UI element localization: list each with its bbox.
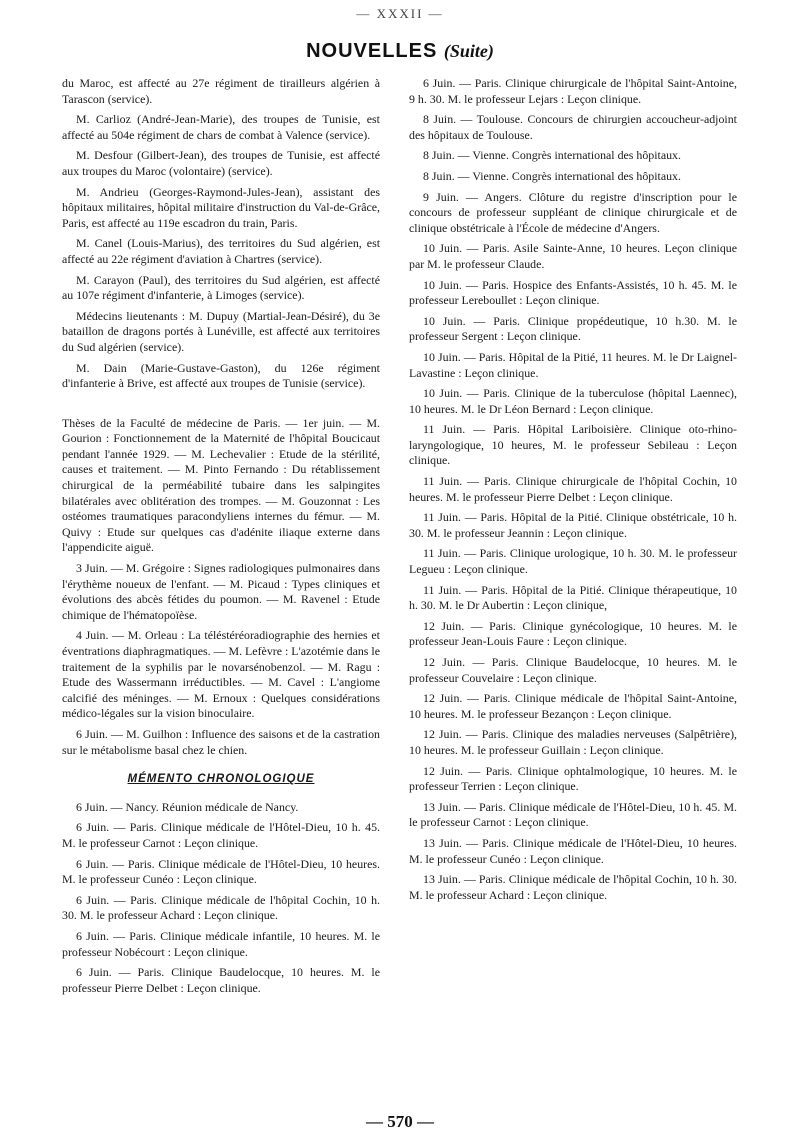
memento-entry: 10 Juin. — Paris. Hôpital de la Pitié, 11 heures. M. le Dr Laignel-Lavastine : Leçon clinique. bbox=[409, 349, 737, 380]
theses-paragraph: 6 Juin. — M. Guilhon : Influence des saisons et de la castration sur le métabolisme basal chez le chien. bbox=[62, 726, 380, 757]
memento-entry: 6 Juin. — Paris. Clinique médicale de l'Hôtel-Dieu, 10 heures. M. le professeur Cunéo : Leçon clinique. bbox=[62, 856, 380, 887]
memento-entry: 6 Juin. — Paris. Clinique Baudelocque, 10 heures. M. le professeur Pierre Delbet : Leçon clinique. bbox=[62, 965, 380, 995]
memento-entry: 10 Juin. — Paris. Clinique de la tuberculose (hôpital Laennec), 10 heures. M. le Dr Léon Bernard : Leçon clinique. bbox=[409, 386, 737, 416]
section-heading bbox=[0, 40, 800, 63]
memento-entry: 10 Juin. — Paris. Asile Sainte-Anne, 10 heures. Leçon clinique par M. le professeur Claude. bbox=[409, 241, 737, 271]
news-paragraph: M. Andrieu (Georges-Raymond-Jules-Jean), assistant des hôpitaux militaires, hôpital militaire d'instruction du Val-de-Grâce, Paris, est affecté au 119e escadron du train, Paris. bbox=[62, 184, 380, 230]
memento-entry: 6 Juin. — Paris. Clinique médicale infantile, 10 heures. M. le professeur Nobécourt : Leçon clinique. bbox=[62, 928, 380, 959]
memento-heading: MÉMENTO CHRONOLOGIQUE bbox=[127, 773, 315, 786]
news-paragraph: M. Dain (Marie-Gustave-Gaston), du 126e régiment d'infanterie à Brive, est affecté aux troupes de Tunisie (service). bbox=[62, 360, 380, 391]
heading-title: NOUVELLES bbox=[306, 40, 438, 62]
memento-entry: 6 Juin. — Paris. Clinique chirurgicale de l'hôpital Saint-Antoine, 9 h. 30. M. le professeur Lejars : Leçon clinique. bbox=[409, 76, 737, 106]
theses-paragraph: 3 Juin. — M. Grégoire : Signes radiologiques pulmonaires dans l'érythème noueux de l'enfant. — M. Picaud : Types cliniques et évolutions des abcès fétides du poumon. — M. Ravenel : Etude chimique de l'hématopoïèse. bbox=[62, 561, 380, 622]
roman-folio: — XXXII — bbox=[356, 6, 444, 21]
memento-entry: 9 Juin. — Angers. Clôture du registre d'inscription pour le concours de professeur suppléant de clinique chirurgicale et de clinique obstétricale à l'École de médecine d'Angers. bbox=[409, 189, 737, 235]
memento-entry: 11 Juin. — Paris. Hôpital Lariboisière. Clinique oto-rhino-laryngologique, 10 heures, M. le professeur Sebileau : Leçon clinique. bbox=[409, 422, 737, 468]
heading-suite: (Suite) bbox=[443, 41, 494, 61]
memento-entry: 11 Juin. — Paris. Hôpital de la Pitié. Clinique thérapeutique, 10 h. 30. M. le Dr Aubertin : Leçon clinique, bbox=[409, 582, 737, 613]
memento-entry: 6 Juin. — Paris. Clinique médicale de l'hôpital Cochin, 10 h. 30. M. le professeur Achard : Leçon clinique. bbox=[62, 892, 380, 923]
memento-entry: 12 Juin. — Paris. Clinique médicale de l'hôpital Saint-Antoine, 10 heures. M. le professeur Bezançon : Leçon clinique. bbox=[409, 691, 737, 721]
memento-entry: 10 Juin. — Paris. Clinique propédeutique, 10 h.30. M. le professeur Sergent : Leçon clinique. bbox=[409, 313, 737, 344]
right-column bbox=[409, 76, 737, 908]
left-column bbox=[62, 76, 380, 1001]
memento-entry: 13 Juin. — Paris. Clinique médicale de l'hôpital Cochin, 10 h. 30. M. le professeur Achard : Leçon clinique. bbox=[409, 872, 737, 902]
memento-entry: 11 Juin. — Paris. Hôpital de la Pitié. Clinique obstétricale, 10 h. 30. M. le professeur Jeannin : Leçon clinique. bbox=[409, 510, 737, 540]
memento-entry: 11 Juin. — Paris. Clinique chirurgicale de l'hôpital Cochin, 10 heures. M. le professeur Pierre Delbet : Leçon clinique. bbox=[409, 474, 737, 504]
news-paragraph: M. Carlioz (André-Jean-Marie), des troupes de Tunisie, est affecté au 504e régiment de chars de combat à Valence (service). bbox=[62, 112, 380, 142]
memento-entry: 12 Juin. — Paris. Clinique ophtalmologique, 10 heures. M. le professeur Terrien : Leçon clinique. bbox=[409, 763, 737, 794]
news-paragraph: M. Carayon (Paul), des territoires du Sud algérien, est affecté au 107e régiment d'infanterie, à Limoges (service). bbox=[62, 272, 380, 303]
news-paragraph: du Maroc, est affecté au 27e régiment de tirailleurs algérien à Tarascon (service). bbox=[62, 76, 380, 106]
news-paragraph: M. Canel (Louis-Marius), des territoires du Sud algérien, est affecté au 22e régiment d'aviation à Chartres (service). bbox=[62, 236, 380, 266]
memento-entry: 12 Juin. — Paris. Clinique des maladies nerveuses (Salpêtrière), 10 heures. M. le professeur Guillain : Leçon clinique. bbox=[409, 727, 737, 757]
memento-entry: 10 Juin. — Paris. Hospice des Enfants-Assistés, 10 h. 45. M. le professeur Lereboullet : Leçon clinique. bbox=[409, 277, 737, 308]
page-number: — 570 — bbox=[366, 1112, 434, 1131]
memento-entry: 8 Juin. — Toulouse. Concours de chirurgien accoucheur-adjoint des hôpitaux de Toulouse. bbox=[409, 112, 737, 142]
memento-entry: 6 Juin. — Paris. Clinique médicale de l'Hôtel-Dieu, 10 h. 45. M. le professeur Carnot : Leçon clinique. bbox=[62, 820, 380, 850]
memento-entry: 12 Juin. — Paris. Clinique gynécologique, 10 heures. M. le professeur Jean-Louis Faure : Leçon clinique. bbox=[409, 618, 737, 649]
memento-entry: 13 Juin. — Paris. Clinique médicale de l'Hôtel-Dieu, 10 heures. M. le professeur Cunéo : Leçon clinique. bbox=[409, 835, 737, 866]
theses-paragraph: Thèses de la Faculté de médecine de Paris. — 1er juin. — M. Gourion : Fonctionnement de la Maternité de l'hôpital Boucicaut pendant l'année 1929. — M. Lechevalier : Etude de la stérilité, causes et traitement. — M. Pinto Fernando : Du rétablissement chirurgical de la perméabilité tubaire dans les salpingites bilatérales avec oblitération des trompes. — M. Gouzonnat : Les ostéomes traumatiques paracondyliens internes du fémur. — M. Quivy : Etude sur quelques cas d'adénite iliaque externe dans l'appendicite aiguë. bbox=[62, 415, 380, 555]
memento-entry: 6 Juin. — Nancy. Réunion médicale de Nancy. bbox=[76, 799, 299, 814]
memento-entry: 11 Juin. — Paris. Clinique urologique, 10 h. 30. M. le professeur Legueu : Leçon clinique. bbox=[409, 546, 737, 577]
news-paragraph: M. Desfour (Gilbert-Jean), des troupes de Tunisie, est affecté aux troupes du Maroc (volontaire) (service). bbox=[62, 148, 380, 178]
memento-entry: 13 Juin. — Paris. Clinique médicale de l'Hôtel-Dieu, 10 h. 45. M. le professeur Carnot : Leçon clinique. bbox=[409, 799, 737, 830]
memento-entry: 12 Juin. — Paris. Clinique Baudelocque, 10 heures. M. le professeur Couvelaire : Leçon clinique. bbox=[409, 655, 737, 685]
memento-entry: 8 Juin. — Vienne. Congrès international des hôpitaux. bbox=[423, 168, 681, 183]
theses-paragraph: 4 Juin. — M. Orleau : La téléstéréoradiographie des hernies et éventrations diaphragmatiques. — M. Lefèvre : L'azotémie dans le traitement de la syphilis par le novarsénobenzol. — M. Ragu : Etude des Wassermann irréductibles. — M. Cavel : L'angiome calcifié des méninges. — M. Ernoux : Quelques considérations médico-légales sur la vision binoculaire. bbox=[62, 628, 380, 721]
news-paragraph: Médecins lieutenants : M. Dupuy (Martial-Jean-Désiré), du 3e bataillon de dragons portés à Lunéville, est affecté aux territoires du Sud algérien (service). bbox=[62, 308, 380, 354]
memento-entry: 8 Juin. — Vienne. Congrès international des hôpitaux. bbox=[423, 148, 681, 163]
